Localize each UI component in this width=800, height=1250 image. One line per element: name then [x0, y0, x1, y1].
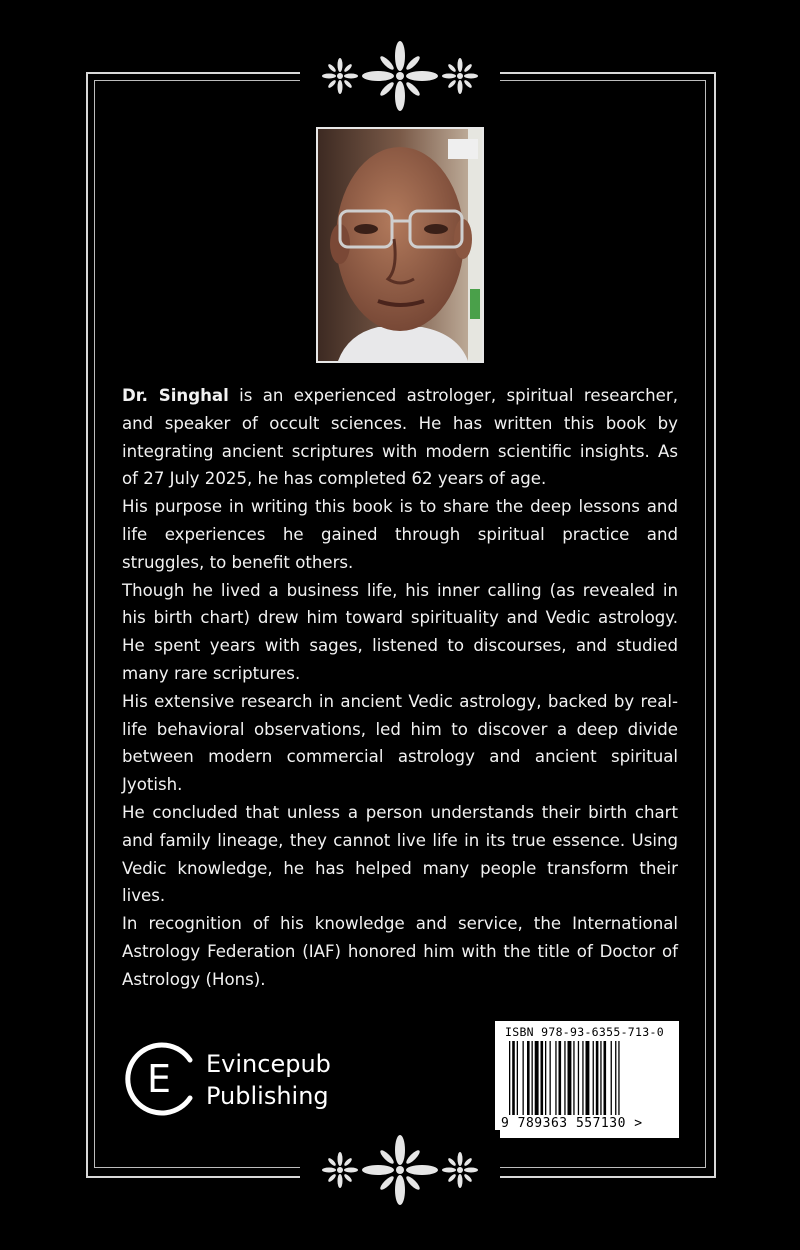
isbn-label: ISBN 978-93-6355-713-0	[505, 1025, 664, 1039]
barcode-bar	[532, 1041, 533, 1115]
barcode-bar	[517, 1041, 518, 1115]
barcode-bar	[550, 1041, 551, 1115]
barcode-bar	[593, 1041, 594, 1115]
author-name: Dr. Singhal	[122, 386, 229, 405]
barcode-bar	[535, 1041, 539, 1115]
barcode-bar	[582, 1041, 583, 1115]
bio-paragraph-4: His extensive research in ancient Vedic astrology, backed by real-life behavioral observations, led him to discover a deep divide between modern commercial astrology and ancient spiritual Jyotish.	[122, 691, 678, 795]
barcode-bar	[615, 1041, 616, 1115]
bio-paragraph-2: His purpose in writing this book is to share the deep lessons and life experiences he gained through spiritual practice and struggles, to benefit others.	[122, 497, 678, 572]
isbn-number: 9 789363 557130 >	[501, 1116, 643, 1131]
barcode-bar	[611, 1041, 612, 1115]
barcode-bar	[586, 1041, 590, 1115]
top-ornament	[300, 36, 500, 116]
barcode-bar	[568, 1041, 572, 1115]
barcode-bar	[618, 1041, 619, 1115]
publisher-name	[206, 1048, 331, 1112]
barcode-bar	[559, 1041, 562, 1115]
bio-paragraph-1-text: is an experienced astrologer, spiritual researcher, and speaker of occult sciences. He has written this book by integrating ancient scriptures with modern scientific insights. As of 27 July 2025, he has completed 62 years of age.	[122, 386, 678, 489]
barcode-bar	[527, 1041, 530, 1115]
barcode-bar	[578, 1041, 579, 1115]
author-photo	[316, 127, 484, 363]
barcode-bar	[523, 1041, 524, 1115]
barcode-bar	[555, 1041, 556, 1115]
barcode-bar	[545, 1041, 546, 1115]
bio-paragraph-5: He concluded that unless a person understands their birth chart and family lineage, they cannot live life in its true essence. Using Vedic knowledge, he has helped many people transform their lives.	[122, 802, 678, 906]
bio-paragraph-3: Though he lived a business life, his inner calling (as revealed in his birth chart) drew him toward spirituality and Vedic astrology. He spent years with sages, listened to discourses, and studied many rare scriptures.	[122, 580, 678, 683]
bottom-ornament	[300, 1130, 500, 1210]
barcode-bar	[600, 1041, 601, 1115]
barcode-bar	[564, 1041, 565, 1115]
logo-letter-e: E	[146, 1057, 172, 1101]
isbn-barcode	[495, 1021, 679, 1138]
barcode-bar	[596, 1041, 599, 1115]
publisher-name-line-2: Publishing	[206, 1082, 329, 1110]
barcode-bar	[509, 1041, 510, 1115]
bio-paragraph-6: In recognition of his knowledge and service, the International Astrology Federation (IAF) honored him with the title of Doctor of Astrology (Hons).	[122, 914, 678, 989]
publisher-name-line-1: Evincepub	[206, 1050, 331, 1078]
barcode-bar	[541, 1041, 544, 1115]
barcode-bars	[509, 1041, 669, 1117]
bio-paragraph-1	[122, 382, 678, 493]
barcode-bar	[573, 1041, 574, 1115]
barcode-bar	[512, 1041, 515, 1115]
author-biography	[122, 382, 678, 994]
barcode-bar	[604, 1041, 607, 1115]
